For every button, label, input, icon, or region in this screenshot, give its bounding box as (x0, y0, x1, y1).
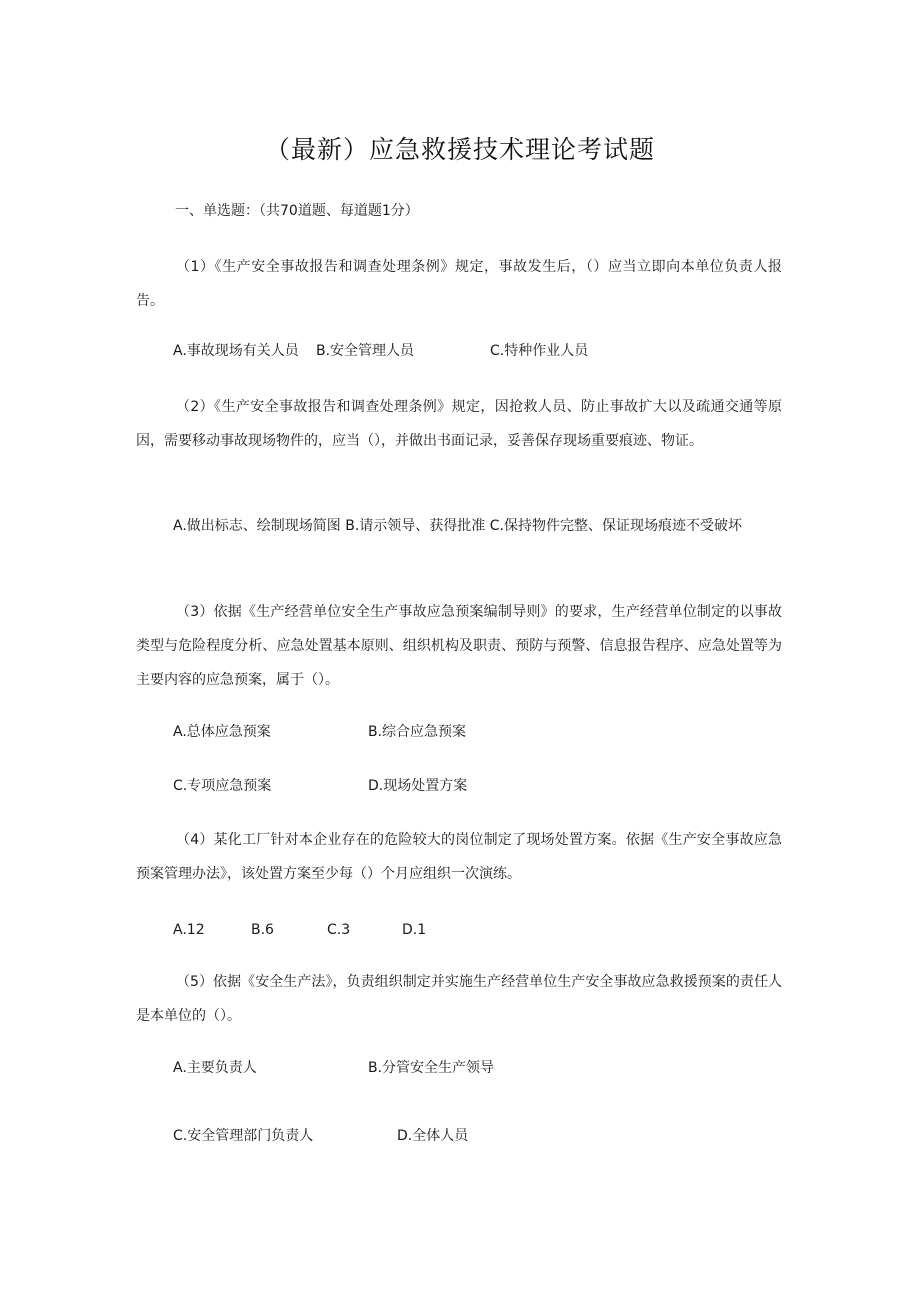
option-a: A.12 (173, 922, 205, 938)
option-c: C.安全管理部门负责人 (173, 1128, 314, 1144)
option-b: B.6 (251, 922, 274, 938)
option-a: A.主要负责人 (173, 1060, 257, 1076)
question-3-options-row-2 (173, 774, 467, 798)
question-4-options (173, 918, 426, 942)
option-b: B.综合应急预案 (368, 724, 467, 740)
option-d: D.现场处置方案 (368, 778, 468, 794)
question-5-options-row-2 (173, 1124, 468, 1148)
question-5-options-row-1 (173, 1056, 494, 1080)
question-1-options (173, 339, 588, 363)
option-d: D.1 (402, 922, 427, 938)
question-3-options-row-1 (173, 720, 466, 744)
question-4-text: （4）某化工厂针对本企业存在的危险较大的岗位制定了现场处置方案。依据《生产安全事故应急预案管理办法》，该处置方案至少每（）个月应组织一次演练。 (136, 832, 782, 882)
question-3-text: （3）依据《生产经营单位安全生产事故应急预案编制导则》的要求，生产经营单位制定的以事故类型与危险程度分析、应急处置基本原则、组织机构及职责、预防与预警、信息报告程序、应急处置等为主要内容的应急预案，属于（）。 (136, 604, 782, 688)
question-2-options: A.做出标志、绘制现场简图 B.请示领导、获得批准 C.保持物件完整、保证现场痕迹不受破坏 (173, 518, 742, 534)
option-b: B.安全管理人员 (316, 343, 415, 359)
option-d: D.全体人员 (397, 1128, 469, 1144)
option-c: C.特种作业人员 (490, 343, 589, 359)
document-title: （最新）应急救援技术理论考试题 (264, 135, 655, 164)
option-c: C.3 (327, 922, 351, 938)
section-heading: 一、单选题：（共70道题、每道题1分） (175, 203, 419, 219)
option-b: B.分管安全生产领导 (368, 1060, 495, 1076)
question-5-text: （5）依据《安全生产法》，负责组织制定并实施生产经营单位生产安全事故应急救援预案的责任人是本单位的（）。 (136, 974, 782, 1024)
option-c: C.专项应急预案 (173, 778, 272, 794)
question-2-text: （2）《生产安全事故报告和调查处理条例》规定，因抢救人员、防止事故扩大以及疏通交通等原因，需要移动事故现场物件的，应当（），并做出书面记录，妥善保存现场重要痕迹、物证。 (136, 399, 782, 449)
question-1-text: （1）《生产安全事故报告和调查处理条例》规定，事故发生后，（）应当立即向本单位负责人报告。 (136, 259, 782, 309)
option-a: A.总体应急预案 (173, 724, 271, 740)
option-a: A.事故现场有关人员 (173, 343, 299, 359)
